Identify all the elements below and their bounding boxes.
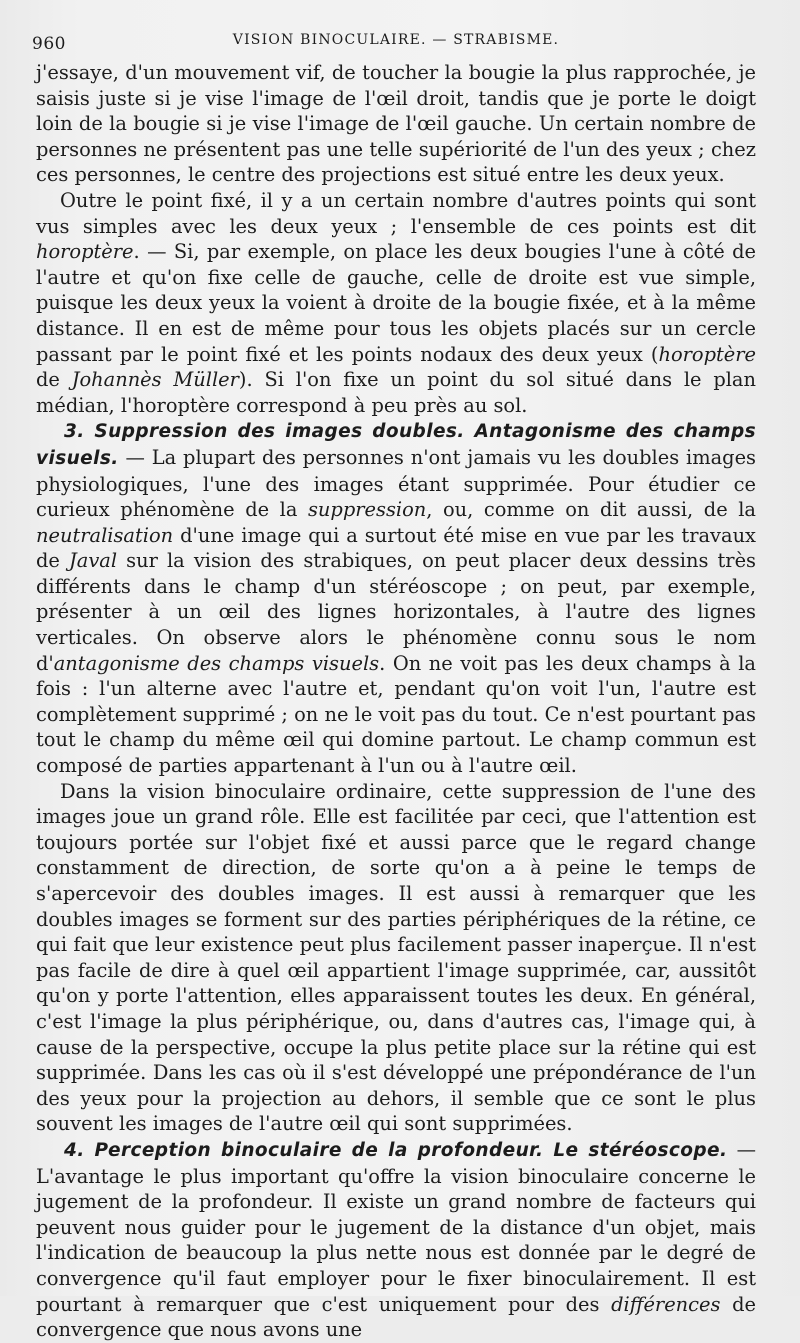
italic-term: différences [611, 1292, 721, 1316]
italic-term: horoptère [658, 342, 756, 366]
italic-name: Javal [69, 549, 118, 573]
text-run: de [36, 368, 72, 392]
text-run: de convergence que nous avons une [36, 1292, 756, 1342]
section-3-title: 3. Suppression des images doubles. Antagonisme des champs visuels. [36, 421, 756, 469]
paragraph-horoptere [36, 188, 756, 418]
text-run: d'une image qui a surtout été mise en vue par les travaux de [36, 523, 756, 573]
italic-term: antagonisme des champs visuels [53, 651, 380, 675]
paragraph-suppression: Dans la vision binoculaire ordinaire, cette suppression de l'une des images joue un grand rôle. Elle est facilitée par ceci, que l'attention est toujours portée sur l'objet fixé et aussi parce que le regard change constamment de direction, de sorte qu'on a à peine le temps de s'apercevoir des doubles images. Il est aussi à remarquer que les doubles images se forment sur des parties périphériques de la rétine, ce qui fait que leur existence peut plus facilement passer inaperçue. Il n'est pas facile de dire à quel œil appartient l'image supprimée, car, aussitôt qu'on y porte l'attention, elles apparaissent toutes les deux. En général, c'est l'image la plus périphérique, ou, dans d'autres cas, l'image qui, à cause de la perspective, occupe la plus petite place sur la rétine qui est supprimée. Dans les cas où il s'est développé une prépondérance de l'un des yeux pour la projection au dehors, il semble que ce sont le plus souvent les images de l'autre œil qui sont supprimées. [36, 779, 756, 1136]
page-header [32, 30, 760, 52]
page-body [36, 60, 756, 1343]
page-number: 960 [32, 34, 66, 54]
text-run: . On ne voit pas les deux champs à la fois : l'un alterne avec l'autre et, pendant qu'on voit l'un, l'autre est complètement supprimé ; on ne le voit pas du tout. Ce n'est pourtant pas tout le champ du même œil qui domine partout. Le champ commun est composé de parties appartenant à l'un ou à l'autre œil. [36, 651, 756, 778]
text-run: , ou, comme on dit aussi, de la [426, 498, 756, 522]
paragraph-continuation: j'essaye, d'un mouvement vif, de toucher la bougie la plus rapprochée, je saisis juste si je vise l'image de l'œil droit, tandis que je porte le doigt loin de la bougie si je vise l'image de l'œil gauche. Un certain nombre de personnes ne présentent pas une telle supériorité de l'un des yeux ; chez ces personnes, le centre des projections est situé entre les deux yeux. [36, 61, 756, 187]
italic-term: horoptère [36, 240, 134, 264]
italic-term: neutralisation [36, 523, 174, 547]
section-4-title: 4. Perception binoculaire de la profondeur. Le stéréoscope. [64, 1139, 728, 1161]
italic-name: Johannès Müller [71, 368, 239, 392]
text-run: ). Si l'on fixe un point du sol situé dans le plan médian, l'horoptère correspond à peu près au sol. [36, 368, 756, 417]
section-4-paragraph [36, 1137, 756, 1343]
text-run: — L'avantage le plus important qu'offre la vision binoculaire concerne le jugement de la profondeur. Il existe un grand nombre de facteurs qui peuvent nous guider pour le jugement de la distance d'un objet, mais l'indication de beaucoup la plus nette nous est donnée par le degré de convergence qu'il faut employer pour le fixer binoculairement. Il est pourtant à remarquer que c'est uniquement pour des [36, 1137, 756, 1316]
text-run: sur la vision des strabiques, on peut placer deux dessins très différents dans le champ d'un stéréoscope ; on peut, par exemple, présenter à un œil des lignes horizontales, à l'autre des lignes verticales. On observe alors le phénomène connu sous le nom d' [36, 549, 756, 675]
running-head: VISION BINOCULAIRE. — STRABISME. [232, 32, 560, 48]
text-run: . — Si, par exemple, on place les deux bougies l'une à côté de l'autre et qu'on fixe celle de gauche, celle de droite est vue simple, puisque les deux yeux la voient à droite de la bougie fixée, et à la même distance. Il en est de même pour tous les objets placés sur un cercle passant par le point fixé et les points nodaux des deux yeux ( [36, 240, 756, 366]
text-run: Outre le point fixé, il y a un certain nombre d'autres points qui sont vus simples avec les deux yeux ; l'ensemble de ces points est dit [36, 188, 756, 238]
section-3-paragraph [36, 418, 756, 778]
italic-term: suppression [307, 498, 427, 522]
text-run: — La plupart des personnes n'ont jamais vu les doubles images physiologiques, l'une des images étant supprimée. Pour étudier ce curieux phénomène de la [36, 445, 756, 522]
